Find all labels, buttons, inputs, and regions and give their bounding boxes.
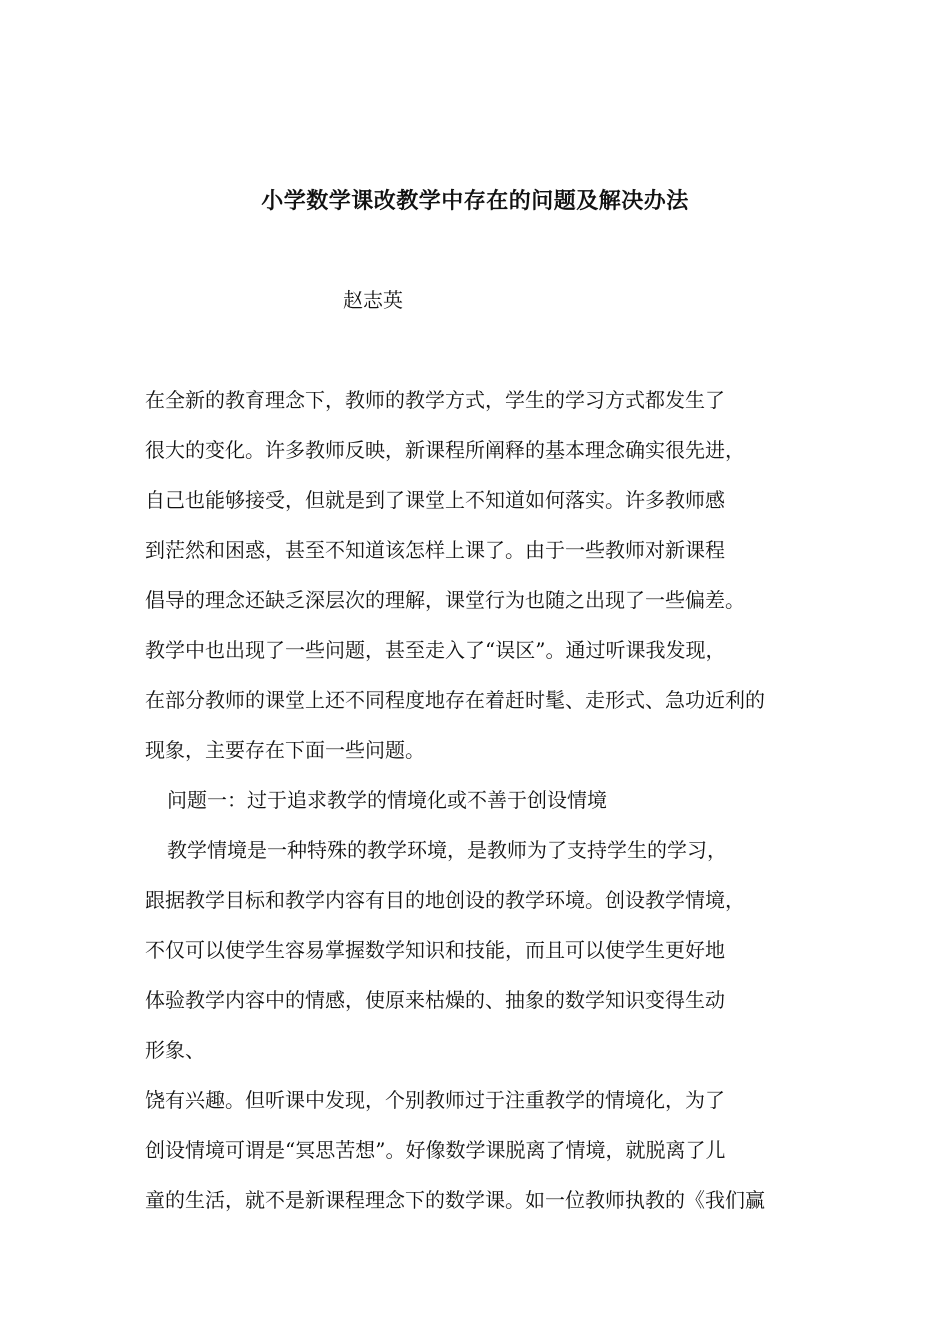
paragraph-line: 在全新的教育理念下，教师的教学方式，学生的学习方式都发生了	[145, 388, 725, 412]
paragraph-line: 自己也能够接受，但就是到了课堂上不知道如何落实。许多教师感	[145, 488, 725, 512]
section-heading: 问题一：过于追求教学的情境化或不善于创设情境	[167, 788, 607, 812]
paragraph-line: 童的生活，就不是新课程理念下的数学课。如一位教师执教的《我们赢	[145, 1188, 765, 1212]
paragraph-line: 在部分教师的课堂上还不同程度地存在着赶时髦、走形式、急功近利的	[145, 688, 765, 712]
paragraph-line: 很大的变化。许多教师反映，新课程所阐释的基本理念确实很先进，	[145, 438, 745, 462]
paragraph-line: 形象、	[145, 1038, 205, 1062]
document-title: 小学数学课改教学中存在的问题及解决办法	[261, 188, 689, 214]
paragraph-line: 饶有兴趣。但听课中发现，个别教师过于注重教学的情境化，为了	[145, 1088, 725, 1112]
paragraph-line: 教学情境是一种特殊的教学环境，是教师为了支持学生的学习，	[167, 838, 727, 862]
paragraph-line: 现象，主要存在下面一些问题。	[145, 738, 425, 762]
paragraph-line: 创设情境可谓是“冥思苦想”。好像数学课脱离了情境，就脱离了儿	[145, 1138, 726, 1162]
paragraph-line: 教学中也出现了一些问题，甚至走入了“误区”。通过听课我发现，	[145, 638, 726, 662]
document-author: 赵志英	[343, 288, 403, 312]
paragraph-line: 到茫然和困惑，甚至不知道该怎样上课了。由于一些教师对新课程	[145, 538, 725, 562]
paragraph-line: 倡导的理念还缺乏深层次的理解，课堂行为也随之出现了一些偏差。	[145, 588, 745, 612]
paragraph-line: 体验教学内容中的情感，使原来枯燥的、抽象的数学知识变得生动	[145, 988, 725, 1012]
paragraph-line: 跟据教学目标和教学内容有目的地创设的教学环境。创设教学情境，	[145, 888, 745, 912]
paragraph-line: 不仅可以使学生容易掌握数学知识和技能，而且可以使学生更好地	[145, 938, 725, 962]
